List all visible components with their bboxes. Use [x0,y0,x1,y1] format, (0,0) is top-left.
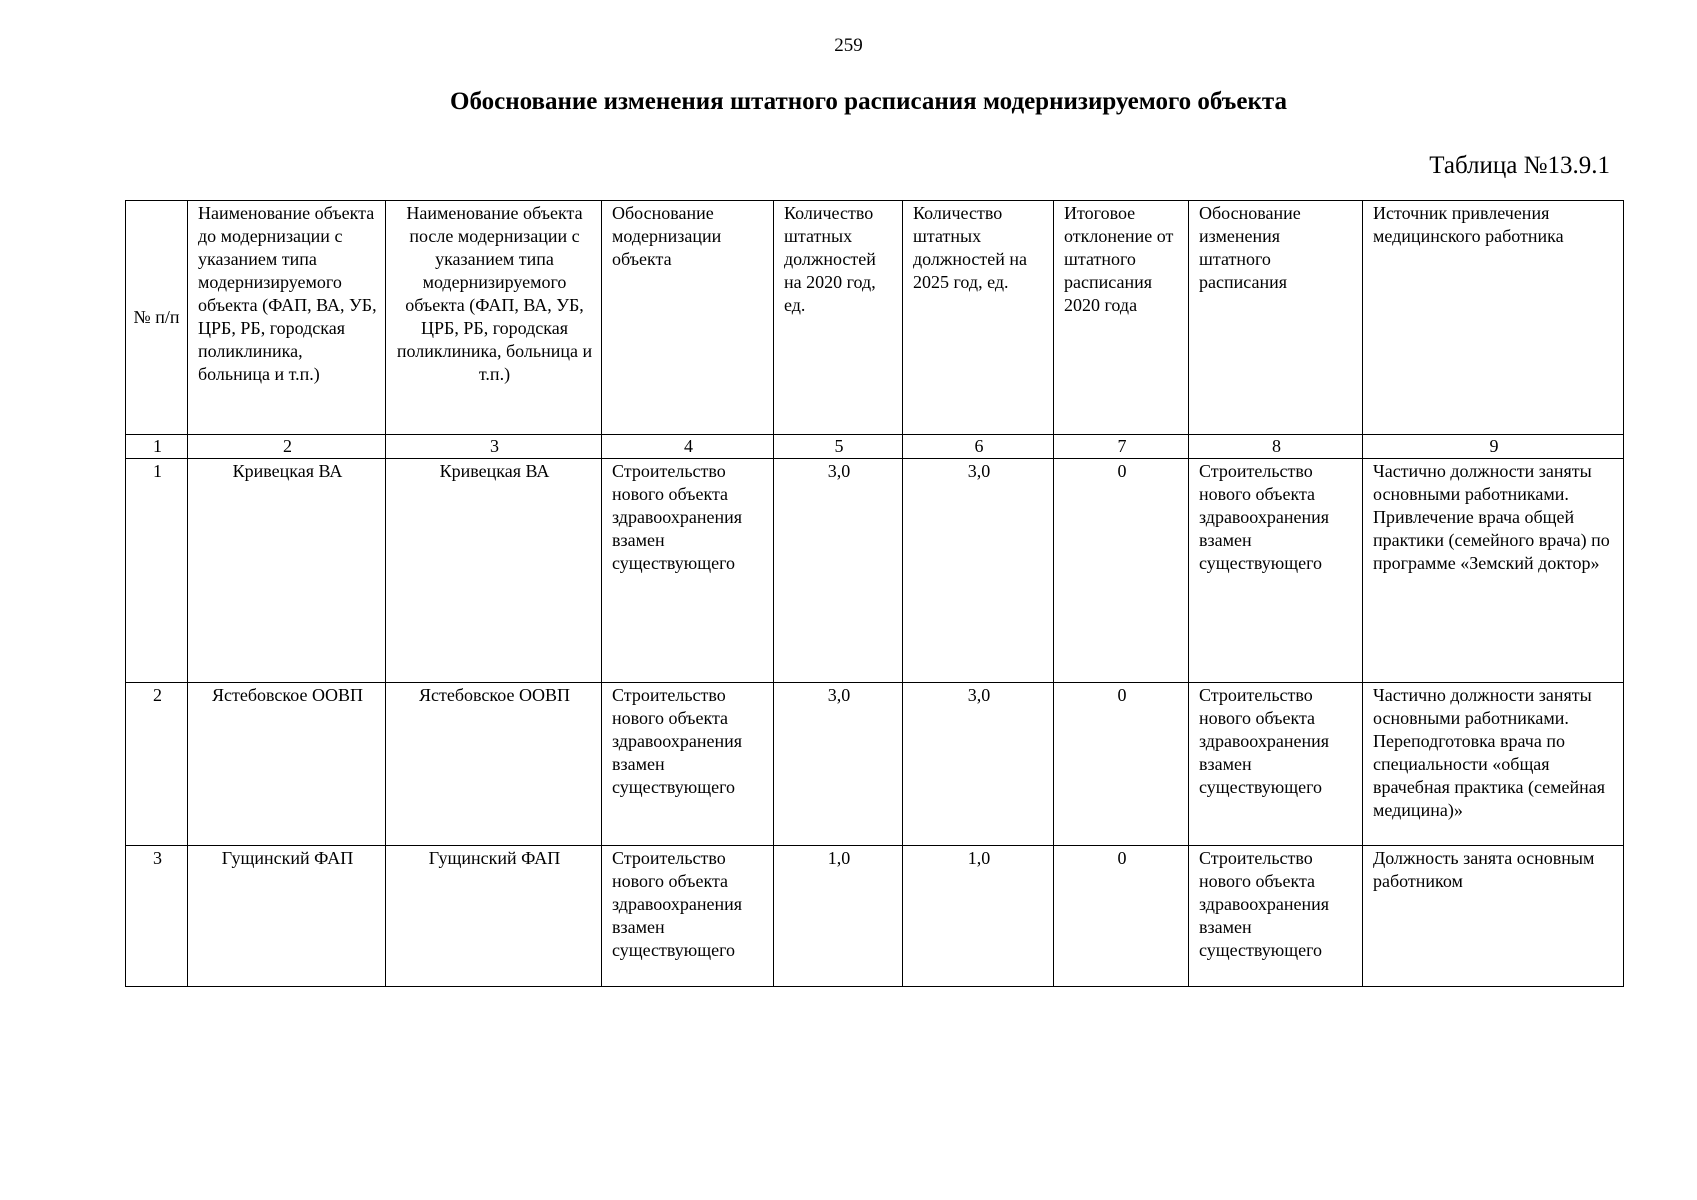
column-number-cell: 2 [188,435,386,459]
staff-2020-cell: 3,0 [774,459,903,683]
staff-2025-cell: 3,0 [903,683,1054,846]
row-number-cell: 2 [126,683,188,846]
header-cell-modernization-reason: Обоснование модернизации объекта [602,201,774,435]
table-row [126,683,1624,846]
table-row [126,459,1624,683]
staff-2020-cell: 3,0 [774,683,903,846]
staffing-table [125,200,1624,987]
header-cell-worker-source: Источник привлечения медицинского работника [1363,201,1624,435]
column-number-cell: 1 [126,435,188,459]
header-cell-deviation: Итоговое отклонение от штатного расписания 2020 года [1054,201,1189,435]
object-before-cell: Ястебовское ООВП [188,683,386,846]
schedule-reason-cell: Строительство нового объекта здравоохранения взамен существующего [1189,846,1363,987]
table-row [126,846,1624,987]
column-number-cell: 9 [1363,435,1624,459]
column-number-cell: 8 [1189,435,1363,459]
column-number-cell: 3 [386,435,602,459]
header-cell-staff-2025: Количество штатных должностей на 2025 год, ед. [903,201,1054,435]
schedule-reason-cell: Строительство нового объекта здравоохранения взамен существующего [1189,683,1363,846]
row-number-cell: 1 [126,459,188,683]
header-cell-number: № п/п [126,201,188,435]
column-number-cell: 5 [774,435,903,459]
object-after-cell: Гущинский ФАП [386,846,602,987]
page-number: 259 [834,35,863,56]
column-number-cell: 4 [602,435,774,459]
deviation-cell: 0 [1054,459,1189,683]
header-row [126,201,1624,435]
worker-source-cell: Должность занята основным работником [1363,846,1624,987]
row-number-cell: 3 [126,846,188,987]
table-caption: Таблица №13.9.1 [1429,152,1610,179]
deviation-cell: 0 [1054,683,1189,846]
header-cell-staff-2020: Количество штатных должностей на 2020 год, ед. [774,201,903,435]
staff-2020-cell: 1,0 [774,846,903,987]
modernization-reason-cell: Строительство нового объекта здравоохранения взамен существующего [602,459,774,683]
document-title: Обоснование изменения штатного расписания модернизируемого объекта [450,88,1287,115]
schedule-reason-cell: Строительство нового объекта здравоохранения взамен существующего [1189,459,1363,683]
header-cell-object-after: Наименование объекта после модернизации с указанием типа модернизируемого объекта (ФАП, ВА, УБ, ЦРБ, РБ, городская поликлиника, больница и т.п.) [386,201,602,435]
worker-source-cell: Частично должности заняты основными работниками. Переподготовка врача по специальности «общая врачебная практика (семейная медицина)» [1363,683,1624,846]
deviation-cell: 0 [1054,846,1189,987]
object-after-cell: Ястебовское ООВП [386,683,602,846]
header-cell-schedule-reason: Обоснование изменения штатного расписания [1189,201,1363,435]
worker-source-cell: Частично должности заняты основными работниками. Привлечение врача общей практики (семейного врача) по программе «Земский доктор» [1363,459,1624,683]
column-number-row [126,435,1624,459]
object-before-cell: Гущинский ФАП [188,846,386,987]
column-number-cell: 6 [903,435,1054,459]
staff-2025-cell: 1,0 [903,846,1054,987]
object-after-cell: Кривецкая ВА [386,459,602,683]
modernization-reason-cell: Строительство нового объекта здравоохранения взамен существующего [602,846,774,987]
header-cell-object-before: Наименование объекта до модернизации с указанием типа модернизируемого объекта (ФАП, ВА, УБ, ЦРБ, РБ, городская поликлиника, больница и т.п.) [188,201,386,435]
object-before-cell: Кривецкая ВА [188,459,386,683]
column-number-cell: 7 [1054,435,1189,459]
staff-2025-cell: 3,0 [903,459,1054,683]
modernization-reason-cell: Строительство нового объекта здравоохранения взамен существующего [602,683,774,846]
